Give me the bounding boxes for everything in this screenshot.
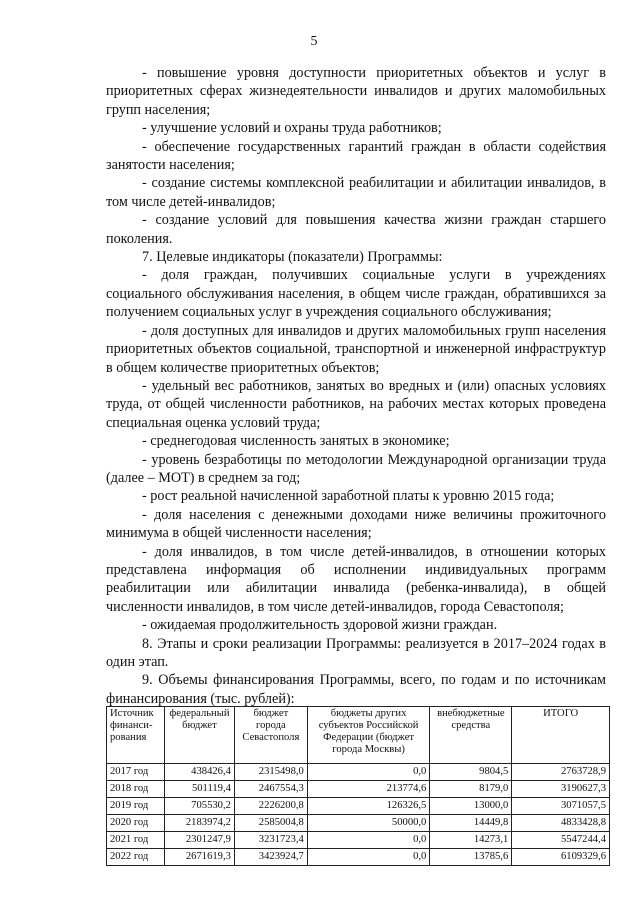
funding-table-wrapper <box>106 706 610 866</box>
indicator-unemployment: - уровень безработицы по методологии Международной организации труда (далее – МОТ) в среднем за год; <box>106 451 606 486</box>
cell-federal: 705530,2 <box>164 798 234 815</box>
table-row <box>107 815 610 832</box>
cell-other-regions: 0,0 <box>307 832 430 849</box>
header-other-regions-budget: бюджеты других субъектов Российской Федерации (бюджет города Москвы) <box>307 707 430 764</box>
cell-total: 3071057,5 <box>512 798 610 815</box>
header-source: Источник финанси-рования <box>107 707 165 764</box>
indicator-employment: - среднегодовая численность занятых в экономике; <box>142 433 450 450</box>
section-9-funding: 9. Объемы финансирования Программы, всего, по годам и по источникам финансирования (тыс. рублей): <box>106 672 606 707</box>
cell-city: 2315498,0 <box>234 764 307 781</box>
row-year: 2020 год <box>107 815 165 832</box>
cell-other-regions: 213774,6 <box>307 781 430 798</box>
header-city-budget: бюджет города Севастополя <box>234 707 307 764</box>
cell-federal: 438426,4 <box>164 764 234 781</box>
section-7-heading: 7. Целевые индикаторы (показатели) Программы: <box>142 249 443 266</box>
indicator-accessible-objects: - доля доступных для инвалидов и других маломобильных групп населения приоритетных объектов социальной, транспортной и инженерной инфраструктур в общем количестве приоритетных объектов; <box>106 322 606 376</box>
cell-other-regions: 0,0 <box>307 849 430 866</box>
cell-extrabudgetary: 8179,0 <box>430 781 512 798</box>
paragraph-employment-guarantees: - обеспечение государственных гарантий граждан в области содействия занятости населения; <box>106 138 606 174</box>
cell-other-regions: 126326,5 <box>307 798 430 815</box>
cell-extrabudgetary: 13785,6 <box>430 849 512 866</box>
cell-federal: 501119,4 <box>164 781 234 798</box>
row-year: 2021 год <box>107 832 165 849</box>
cell-total: 2763728,9 <box>512 764 610 781</box>
row-year: 2017 год <box>107 764 165 781</box>
indicator-wage-growth: - рост реальной начисленной заработной платы к уровню 2015 года; <box>142 488 555 505</box>
header-federal-budget: федеральный бюджет <box>164 707 234 764</box>
document-body <box>106 64 606 708</box>
indicator-hazardous-work: - удельный вес работников, занятых во вредных и (или) опасных условиях труда, от общей численности работников, на рабочих местах которых проведена специальная оценка условий труда; <box>106 377 606 431</box>
row-year: 2018 год <box>107 781 165 798</box>
row-year: 2019 год <box>107 798 165 815</box>
cell-federal: 2183974,2 <box>164 815 234 832</box>
cell-federal: 2301247,9 <box>164 832 234 849</box>
cell-extrabudgetary: 14273,1 <box>430 832 512 849</box>
table-row <box>107 798 610 815</box>
section-8-stages: 8. Этапы и сроки реализации Программы: реализуется в 2017–2024 годах в один этап. <box>106 635 606 670</box>
cell-federal: 2671619,3 <box>164 849 234 866</box>
table-row <box>107 781 610 798</box>
indicator-healthy-life: - ожидаемая продолжительность здоровой жизни граждан. <box>142 617 498 634</box>
cell-total: 4833428,8 <box>512 815 610 832</box>
paragraph-rehabilitation: - создание системы комплексной реабилитации и абилитации инвалидов, в том числе детей-инвалидов; <box>106 175 606 210</box>
cell-other-regions: 50000,0 <box>307 815 430 832</box>
page-number: 5 <box>310 34 318 49</box>
header-total: ИТОГО <box>512 707 610 764</box>
cell-extrabudgetary: 14449,8 <box>430 815 512 832</box>
cell-city: 3423924,7 <box>234 849 307 866</box>
cell-other-regions: 0,0 <box>307 764 430 781</box>
cell-city: 2467554,3 <box>234 781 307 798</box>
row-year: 2022 год <box>107 849 165 866</box>
paragraph-accessibility: - повышение уровня доступности приоритетных объектов и услуг в приоритетных сферах жизнедеятельности инвалидов и других маломобильных групп населения; <box>106 65 606 118</box>
cell-city: 2585004,8 <box>234 815 307 832</box>
paragraph-elderly: - создание условий для повышения качества жизни граждан старшего поколения. <box>106 212 606 247</box>
cell-total: 5547244,4 <box>512 832 610 849</box>
cell-city: 2226200,8 <box>234 798 307 815</box>
table-row <box>107 764 610 781</box>
cell-extrabudgetary: 13000,0 <box>430 798 512 815</box>
indicator-disabled-programs: - доля инвалидов, в том числе детей-инвалидов, в отношении которых представлена информация об исполнении индивидуальных программ реабилитации или абилитации инвалида (ребенка-инвалида), в общей численности инвалидов, в том числе детей-инвалидов, города Севастополя; <box>106 543 606 615</box>
header-extrabudgetary: внебюджетные средства <box>430 707 512 764</box>
cell-extrabudgetary: 9804,5 <box>430 764 512 781</box>
indicator-poverty: - доля населения с денежными доходами ниже величины прожиточного минимума в общей численности населения; <box>106 506 606 542</box>
indicator-social-services: - доля граждан, получивших социальные услуги в учреждениях социального обслуживания населения, в общем числе граждан, обратившихся за получением социальных услуг в учреждения социального обслуживания; <box>106 267 606 321</box>
table-row <box>107 849 610 866</box>
cell-total: 6109329,6 <box>512 849 610 866</box>
cell-total: 3190627,3 <box>512 781 610 798</box>
funding-table <box>106 706 610 866</box>
cell-city: 3231723,4 <box>234 832 307 849</box>
table-header-row <box>107 707 610 764</box>
table-row <box>107 832 610 849</box>
paragraph-labor-conditions: - улучшение условий и охраны труда работников; <box>142 120 442 137</box>
